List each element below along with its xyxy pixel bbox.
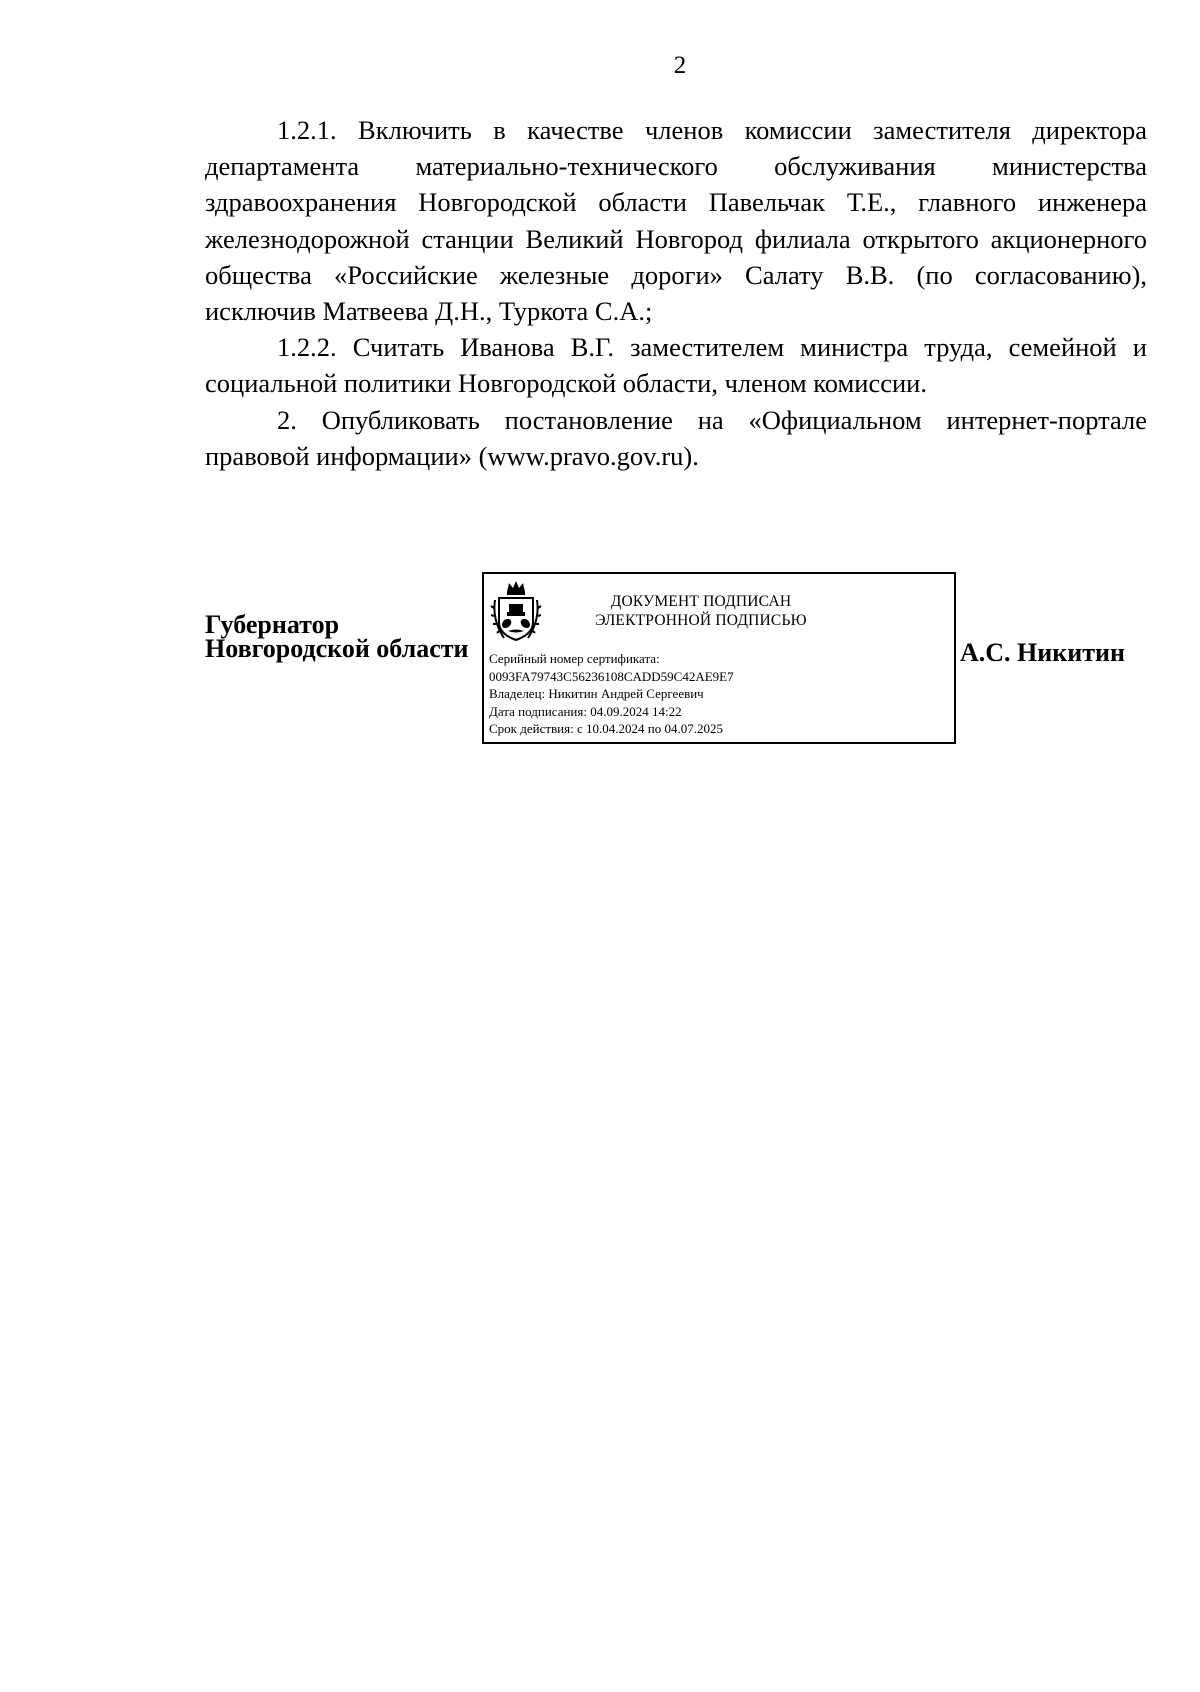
certificate-validity: Срок действия: с 10.04.2024 по 04.07.2025 (489, 721, 723, 736)
signer-title-line-1: Губернатор (205, 610, 340, 639)
paragraph-2: 2. Опубликовать постановление на «Официальном интернет-портале правовой информации» (www.pravo.gov.ru). (205, 404, 1147, 471)
stamp-header-line-1: ДОКУМЕНТ ПОДПИСАН (610, 593, 792, 610)
paragraph-1-2-1: 1.2.1. Включить в качестве членов комиссии заместителя директора департамента материально-технического обслуживания министерства здравоохранения Новгородской области Павельчак Т.Е., главного инженера железнодорожной станции Великий Новгород филиала открытого акционерного общества «Российские железные дороги» Салату В.В. (по согласованию), исключив Матвеева Д.Н., Туркота С.А.; (205, 115, 1147, 327)
stamp-details (489, 650, 734, 738)
stamp-header (556, 592, 846, 630)
electronic-signature-stamp (482, 572, 956, 744)
coat-of-arms-icon (490, 578, 542, 644)
signer-title (205, 610, 469, 663)
stamp-header-line-2: ЭЛЕКТРОННОЙ ПОДПИСЬЮ (595, 612, 807, 629)
certificate-label: Серийный номер сертификата: (489, 651, 660, 666)
signing-date: Дата подписания: 04.09.2024 14:22 (489, 703, 682, 719)
document-body (205, 112, 1147, 474)
signer-title-line-2: Новгородской области (205, 634, 469, 663)
page-number: 2 (673, 52, 687, 79)
certificate-number: 0093FA79743C56236108CADD59C42AE9E7 (489, 668, 734, 684)
certificate-owner: Владелец: Никитин Андрей Сергеевич (489, 686, 704, 701)
signer-name: А.С. Никитин (960, 638, 1125, 667)
paragraph-1-2-2: 1.2.2. Считать Иванова В.Г. заместителем министра труда, семейной и социальной политики Новгородской области, членом комиссии. (205, 332, 1147, 399)
